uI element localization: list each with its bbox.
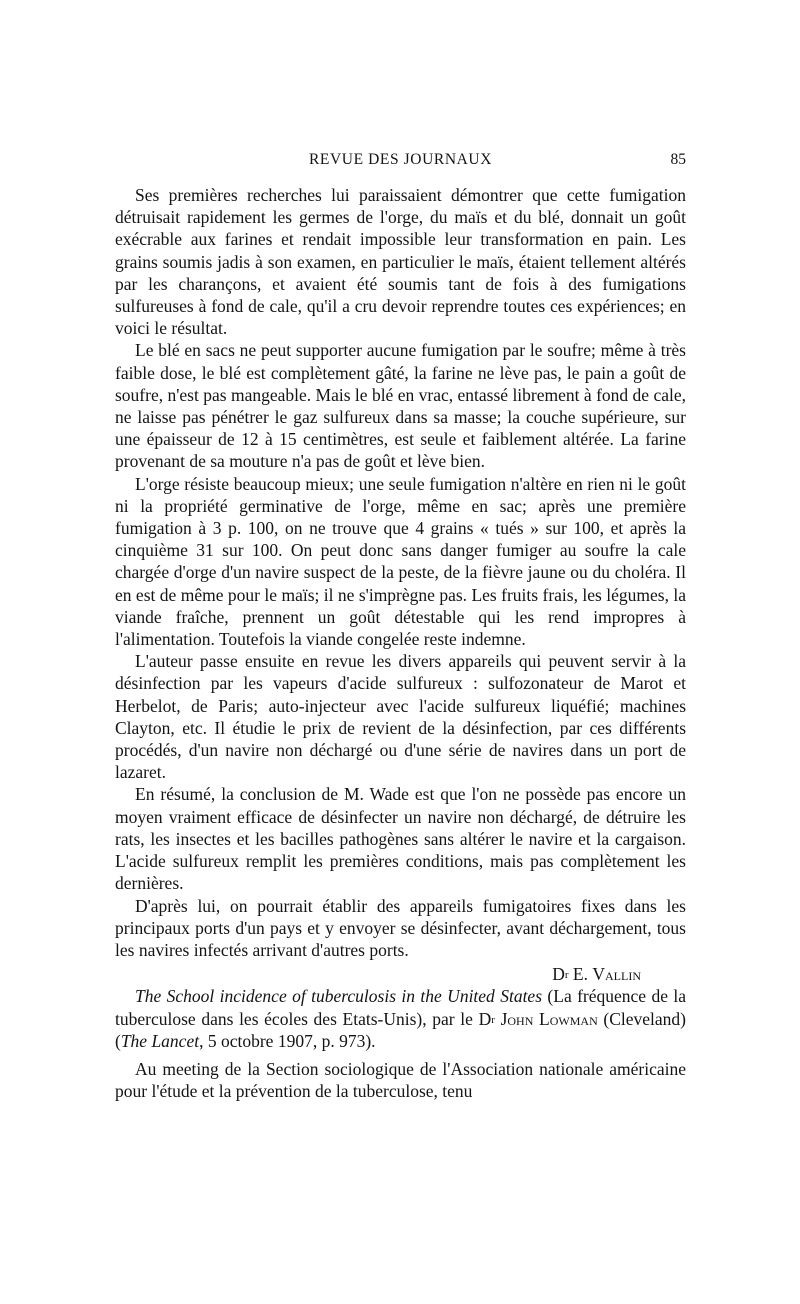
article-author: John Lowman [500, 1008, 598, 1029]
signature-prefix: D [552, 964, 565, 985]
paragraph: En résumé, la conclusion de M. Wade est que l'on ne possède pas encore un moyen vraiment efficace de désinfecter un navire non déchargé, de détruire les rats, les insectes et les bacilles pathogènes sans altérer le navire et la cargaison. L'acide sulfureux remplit les premières conditions, mais pas complètement les dernières. [115, 784, 686, 894]
body-text [115, 184, 686, 1102]
signature-initial: E. [572, 964, 588, 985]
page-number: 85 [670, 151, 686, 168]
paragraph: D'après lui, on pourrait établir des appareils fumigatoires fixes dans les principaux ports d'un pays et y envoyer se désinfecter, avant déchargement, tous les navires infectés arrivant d'autres ports. [115, 895, 686, 960]
signature-prefix-sup: r [564, 969, 569, 982]
article-reference [115, 985, 686, 1052]
paragraph: Le blé en sacs ne peut supporter aucune fumigation par le soufre; même à très faible dose, le blé est complètement gâté, la farine ne lève pas, le pain a goût de soufre, n'est pas mangeable. Mais le blé en vrac, entassé librement à fond de cale, ne laisse pas pénétrer le gaz sulfureux dans sa masse; la couche supérieure, sur une épaisseur de 12 à 15 centimètres, est seule et faiblement altérée. La farine provenant de sa mouture n'a pas de goût et lève bien. [115, 340, 686, 472]
author-prefix: D [478, 1008, 492, 1029]
source-open: ( [115, 1030, 121, 1051]
signature-name: Vallin [592, 964, 641, 985]
article-intro: Au meeting de la Section sociologique de l'Association nationale américaine pour l'étude et la prévention de la tuberculose, tenu [115, 1058, 686, 1102]
article-title: The School incidence of tuberculosis in the United States [135, 986, 543, 1007]
author-prefix-sup: r [491, 1013, 495, 1026]
author-signature [115, 963, 641, 985]
running-head [115, 148, 686, 172]
journal-name: The Lancet [120, 1030, 200, 1051]
paragraph: L'auteur passe ensuite en revue les divers appareils qui peuvent servir à la désinfection par les vapeurs d'acide sulfureux : sulfozonateur de Marot et Herbelot, de Paris; auto-injecteur avec l'acide sulfureux liquéfié; machines Clayton, etc. Il étudie le prix de revient de la désinfection, par ces différents procédés, d'un navire non déchargé ou d'une série de navires dans un port de lazaret. [115, 651, 686, 783]
source-details: , 5 octobre 1907, p. 973). [199, 1030, 376, 1051]
article-translation: (La fréquence de la tuberculose dans les écoles des Etats-Unis), par le [115, 986, 687, 1029]
running-title: REVUE DES JOURNAUX [308, 151, 493, 168]
author-place: (Cleveland) [603, 1008, 687, 1029]
paragraph: Ses premières recherches lui paraissaient démontrer que cette fumigation détruisait rapidement les germes de l'orge, du maïs et du blé, donnait un goût exécrable aux farines et rendait impossible leur transformation en pain. Les grains soumis jadis à son examen, en particulier le maïs, étaient tellement altérés par les charançons, et avaient été soumis tant de fois à des fumigations sulfureuses à fond de cale, qu'il a cru devoir reprendre toutes ces expériences; en voici le résultat. [115, 185, 686, 339]
paragraph: L'orge résiste beaucoup mieux; une seule fumigation n'altère en rien ni le goût ni la propriété germinative de l'orge, même en sac; après une première fumigation à 3 p. 100, on ne trouve que 4 grains « tués » sur 100, et après la cinquième 31 sur 100. On peut donc sans danger fumiger au soufre la cale chargée d'orge d'un navire suspect de la peste, de la fièvre jaune ou du choléra. Il en est de même pour le maïs; il ne s'imprègne pas. Les fruits frais, les légumes, la viande fraîche, prennent un goût détestable qui les rend impropres à l'alimentation. Toutefois la viande congelée reste indemne. [115, 473, 686, 650]
